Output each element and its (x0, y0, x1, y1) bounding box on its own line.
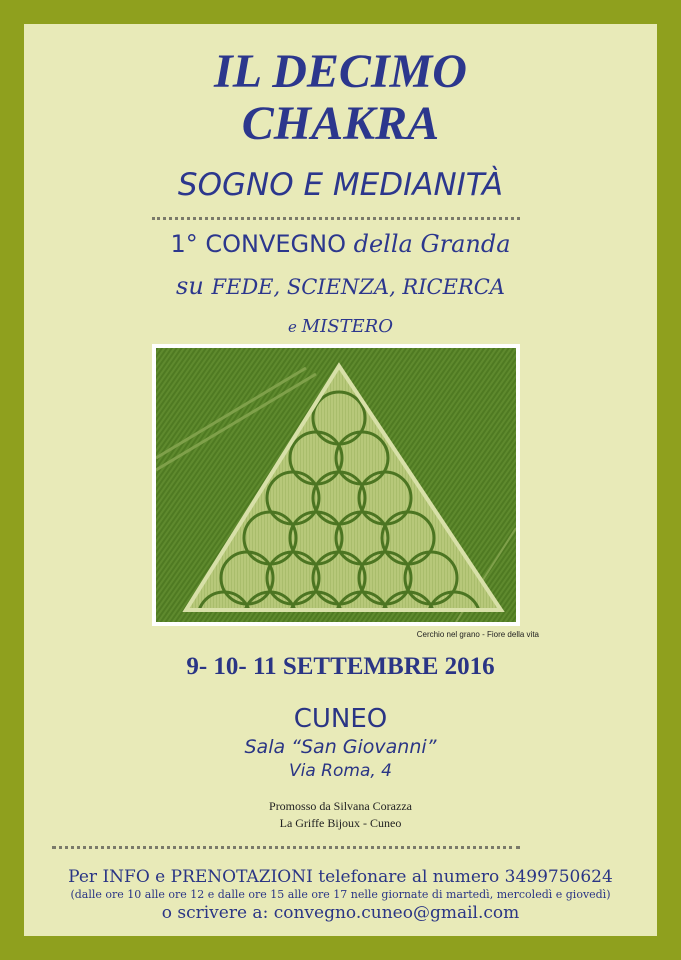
venue-address: Via Roma, 4 (289, 761, 392, 781)
event-dates: 9- 10- 11 SETTEMBRE 2016 (186, 653, 495, 680)
promoter-line-1: Promosso da Silvana Corazza (269, 799, 412, 813)
promoter-line-2: La Griffe Bijoux - Cuneo (279, 816, 402, 830)
crop-circle-photo-frame (152, 344, 520, 626)
poster (24, 24, 657, 936)
convegno-line-1-start: 1° CONVEGNO (170, 230, 354, 258)
crop-circle-photo (156, 348, 516, 622)
photo-caption: Cerchio nel grano - Fiore della vita (416, 630, 539, 639)
convegno-line-3-prefix: e (288, 318, 302, 336)
convegno-line-1-italic: della Granda (353, 230, 511, 258)
convegno-line-2-text: FEDE, SCIENZA, RICERCA (211, 275, 505, 299)
contact-hours: (dalle ore 10 alle ore 12 e dalle ore 15 alle ore 17 nelle giornate di martedì, mercoledì e giovedì) (70, 888, 611, 901)
venue-hall: Sala “San Giovanni” (244, 736, 437, 758)
title-line-2: CHAKRA (241, 97, 440, 150)
convegno-line-3-text: MISTERO (301, 316, 393, 337)
convegno-line-2 (24, 272, 657, 301)
venue-city: CUNEO (293, 704, 388, 734)
convegno-line-3 (24, 313, 657, 341)
title-line-1: IL DECIMO (214, 45, 467, 98)
contact-email-line (24, 902, 657, 924)
subtitle: SOGNO E MEDIANITÀ (177, 167, 504, 203)
contact-info: Per INFO e PRENOTAZIONI telefonare al numero 3499750624 (68, 867, 613, 887)
contact-email[interactable]: convegno.cuneo@gmail.com (273, 903, 520, 923)
convegno-line-2-prefix: su (176, 272, 212, 300)
divider-top (152, 217, 520, 224)
divider-bottom (52, 846, 520, 853)
convegno-line-1 (24, 230, 657, 258)
contact-email-prefix: o scrivere a: (161, 903, 274, 923)
